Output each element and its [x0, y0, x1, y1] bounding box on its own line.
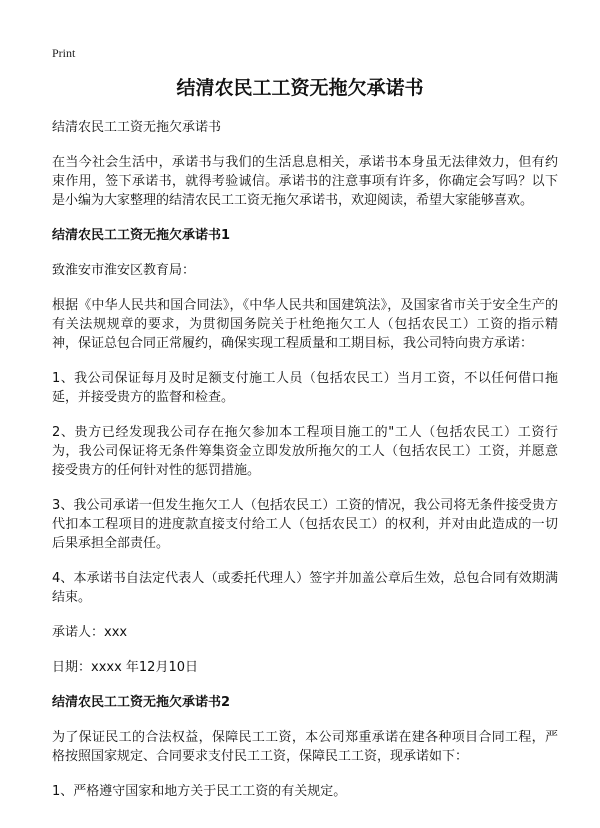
section-1-item-2: 2、贵方已经发现我公司存在拖欠参加本工程项目施工的"工人（包括农民工）工资行为，我公司保证将无条件筹集资金立即发放所拖欠的工人（包括农民工）工资，并愿意接受贵方的任何针对性的惩罚措施。: [52, 425, 558, 478]
section-1-body: 根据《中华人民共和国合同法》，《中华人民共和国建筑法》，及国家省市关于安全生产的有关法规规章的要求，为贯彻国务院关于杜绝拖欠工人（包括农民工）工资的指示精神，保证总包合同正常履约，确保实现工程质量和工期目标，我公司特向贵方承诺：: [52, 298, 558, 351]
document-body: [52, 118, 558, 817]
section-1-recipient: 致淮安市淮安区教育局：: [52, 263, 196, 278]
section-1-item-4: 4、本承诺书自法定代表人（或委托代理人）签字并加盖公章后生效，总包合同有效期满结束。: [52, 571, 558, 605]
section-1-signer: 承诺人：xxx: [52, 625, 128, 640]
document-subtitle: 结清农民工工资无拖欠承诺书: [52, 120, 222, 135]
print-label[interactable]: Print: [52, 46, 76, 60]
section-1-item-1: 1、我公司保证每月及时足额支付施工人员（包括农民工）当月工资，不以任何借口拖延，并接受贵方的监督和检查。: [52, 371, 558, 405]
section-2-body: 为了保证民工的合法权益，保障民工工资，本公司郑重承诺在建各种项目合同工程，严格按照国家规定、合同要求支付民工工资，保障民工工资，现承诺如下：: [52, 730, 558, 764]
section-2-heading: 结清农民工工资无拖欠承诺书2: [52, 695, 231, 710]
section-1-item-3: 3、我公司承诺一但发生拖欠工人（包括农民工）工资的情况，我公司将无条件接受贵方代扣本工程项目的进度款直接支付给工人（包括农民工）的权利，并对由此造成的一切后果承担全部责任。: [52, 498, 558, 551]
section-1-heading: 结清农民工工资无拖欠承诺书1: [52, 228, 231, 243]
section-2-item-1: 1、严格遵守国家和地方关于民工工资的有关规定。: [52, 784, 347, 799]
section-1-date: 日期：xxxx 年12月10日: [52, 660, 198, 675]
document-title: 结清农民工工资无拖欠承诺书: [176, 77, 424, 99]
intro-paragraph: 在当今社会生活中，承诺书与我们的生活息息相关，承诺书本身虽无法律效力，但有约束作用，签下承诺书，就得考验诚信。承诺书的注意事项有许多，你确定会写吗？以下是小编为大家整理的结清农民工工资无拖欠承诺书，欢迎阅读，希望大家能够喜欢。: [52, 155, 558, 208]
